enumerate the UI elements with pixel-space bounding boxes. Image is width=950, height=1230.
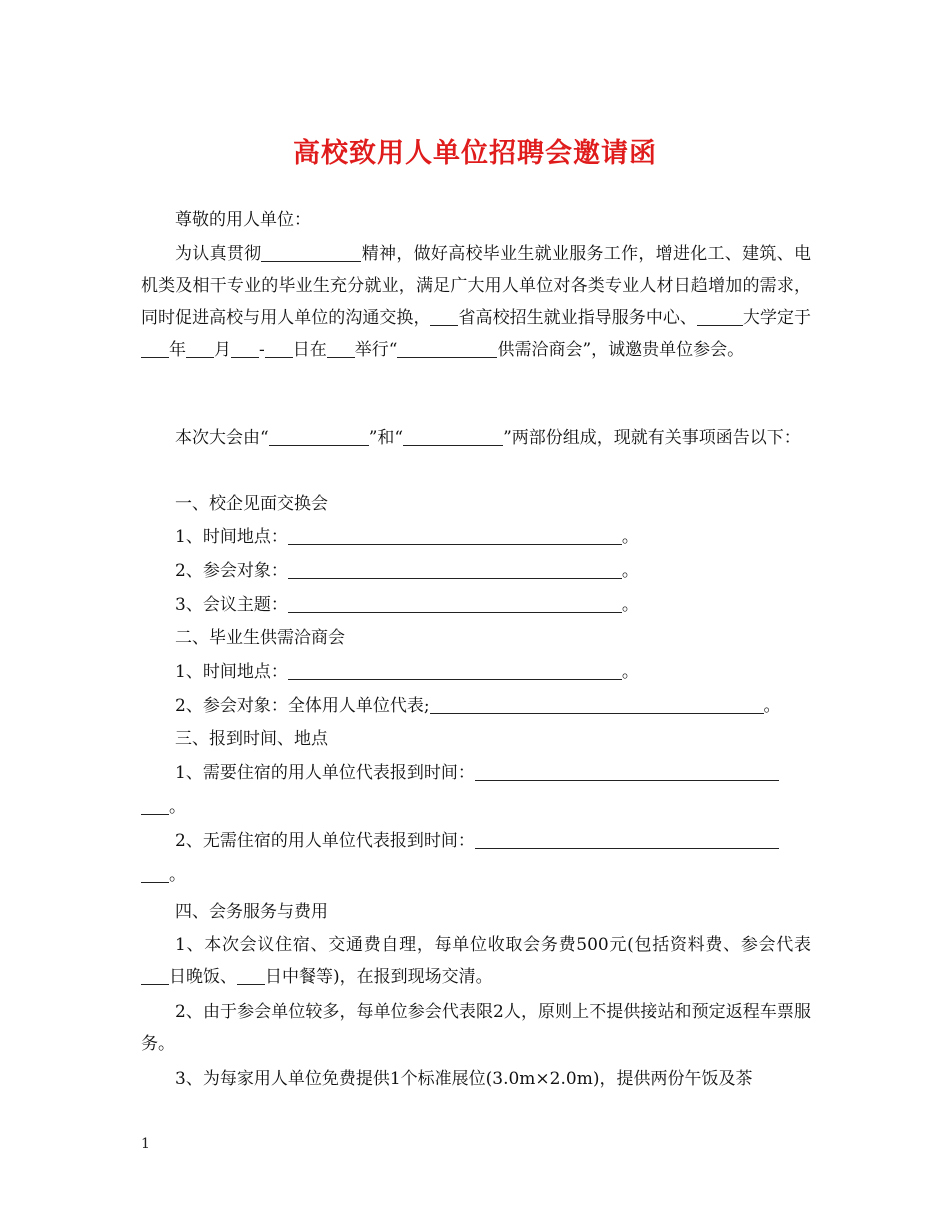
list-item: 2、参会对象：全体用人单位代表; 。	[175, 696, 781, 716]
blank-line	[237, 966, 265, 985]
structure-paragraph: 本次大会由“ ”和“ ”两部份组成，现就有关事项函告以下：	[175, 428, 801, 448]
blank-line	[141, 796, 169, 815]
blank-line	[141, 864, 169, 883]
section-heading: 一、校企见面交换会	[175, 494, 328, 514]
section-heading: 四、会务服务与费用	[175, 902, 328, 922]
list-item: 2、无需住宿的用人单位代表报到时间：	[141, 825, 811, 857]
blank-line	[186, 339, 214, 358]
section-heading: 二、毕业生供需洽商会	[175, 628, 345, 648]
blank-line	[288, 594, 622, 613]
blank-line	[231, 339, 259, 358]
list-item: 1、时间地点： 。	[175, 662, 639, 682]
blank-line	[430, 307, 458, 326]
blank-line	[475, 830, 779, 849]
page-number: 1	[141, 1136, 150, 1152]
blank-line	[430, 695, 764, 714]
blank-line	[288, 526, 622, 545]
greeting: 尊敬的用人单位：	[175, 210, 311, 230]
intro-paragraph: 为认真贯彻 精神，做好高校毕业生就业服务工作，增进化工、建筑、电机类及相干专业的毕业生充分就业，满足广大用人单位对各类专业人材日趋增加的需求，同时促进高校与用人单位的沟通交换， 省高校招生就业指导服务中心、 大学定于年 月 - 日在 举行“ 供需洽商会”，诚邀贵单位参会。	[141, 244, 812, 360]
list-item: 2、参会对象： 。	[175, 561, 639, 581]
document-title: 高校致用人单位招聘会邀请函	[293, 138, 657, 169]
list-item: 3、会议主题： 。	[175, 595, 639, 615]
blank-line	[327, 339, 355, 358]
blank-line	[403, 427, 503, 446]
list-item-continuation: 。	[141, 791, 811, 823]
blank-line	[141, 339, 169, 358]
blank-line	[288, 560, 622, 579]
list-item: 1、需要住宿的用人单位代表报到时间：	[141, 757, 811, 789]
list-item: 1、时间地点： 。	[175, 527, 639, 547]
list-item: 3、为每家用人单位免费提供1个标准展位(3.0m×2.0m)，提供两份午饭及茶	[175, 1069, 753, 1089]
list-item: 2、由于参会单位较多，每单位参会代表限2人，原则上不提供接站和预定返程车票服务。	[141, 1002, 811, 1054]
blank-line	[288, 661, 622, 680]
list-item-continuation: 。	[141, 859, 811, 891]
blank-line	[475, 762, 779, 781]
list-item: 1、本次会议住宿、交通费自理，每单位收取会务费500元(包括资料费、参会代表日晚饭、 日中餐等)，在报到现场交清。	[141, 929, 811, 993]
blank-line	[141, 966, 169, 985]
blank-line	[269, 427, 369, 446]
blank-line	[261, 243, 361, 262]
blank-line	[397, 339, 497, 358]
blank-line	[697, 307, 743, 326]
section-heading: 三、报到时间、地点	[175, 729, 328, 749]
blank-line	[265, 339, 293, 358]
